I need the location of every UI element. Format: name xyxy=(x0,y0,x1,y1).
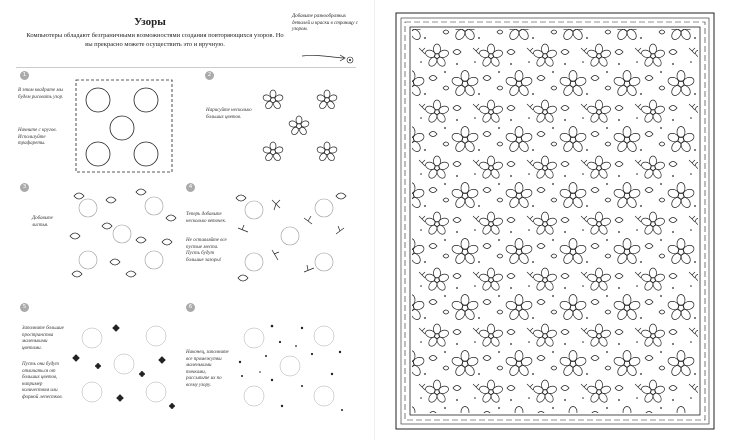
step-4-hint-b: Не оставляйте все пустые места. Пусть будут большие зазоры! xyxy=(186,238,227,263)
step-5-number: 5 xyxy=(20,303,29,312)
page-title: Узоры xyxy=(134,16,166,28)
step-3-hint: Добавьте листья. xyxy=(32,216,53,228)
step-6-hint: Наконец, заполните все промежутки маленькими точками, рассыпьте их по всему узору. xyxy=(186,350,229,388)
step-6-dots xyxy=(232,316,350,416)
divider xyxy=(16,67,356,68)
step-2-hint: Нарисуйте несколько больших цветов. xyxy=(206,108,252,120)
step-5-small-flowers xyxy=(68,314,180,414)
step-1-circles-grid xyxy=(74,78,174,174)
step-4-hint-a: Теперь добавьте несколько веточек. xyxy=(186,212,227,224)
step-1-number: 1 xyxy=(20,71,29,80)
step-2-flowers xyxy=(255,82,355,178)
side-note-arrow-icon xyxy=(300,50,360,68)
floral-pattern-illustration xyxy=(395,12,715,430)
step-1-hint-a: В этом квадрате мы будем рисовать узор. xyxy=(18,88,64,100)
side-note: Добавьте разнообразных деталей и краски в страницу с узором. xyxy=(292,14,358,32)
step-3-leaves xyxy=(66,186,178,282)
step-2-number: 2 xyxy=(205,71,214,80)
step-3-number: 3 xyxy=(20,183,29,192)
intro-text: Компьютеры обладают безграничными возможностями создания повторяющихся узоров. Но вы прекрасно можете осуществить это и вручную. xyxy=(26,32,284,48)
step-1-hint-b: Начните с кругов. Используйте трафареты. xyxy=(18,128,57,146)
step-4-number: 4 xyxy=(186,183,195,192)
step-5-hint-a: Заполните большие пространства маленькими цветами. xyxy=(22,326,64,351)
step-5-hint-b: Пусть они будут отличаться от больших цветов, например количеством или формой лепестков. xyxy=(22,362,63,400)
step-4-twigs xyxy=(232,188,350,284)
step-6-number: 6 xyxy=(186,303,195,312)
right-page xyxy=(375,0,750,440)
